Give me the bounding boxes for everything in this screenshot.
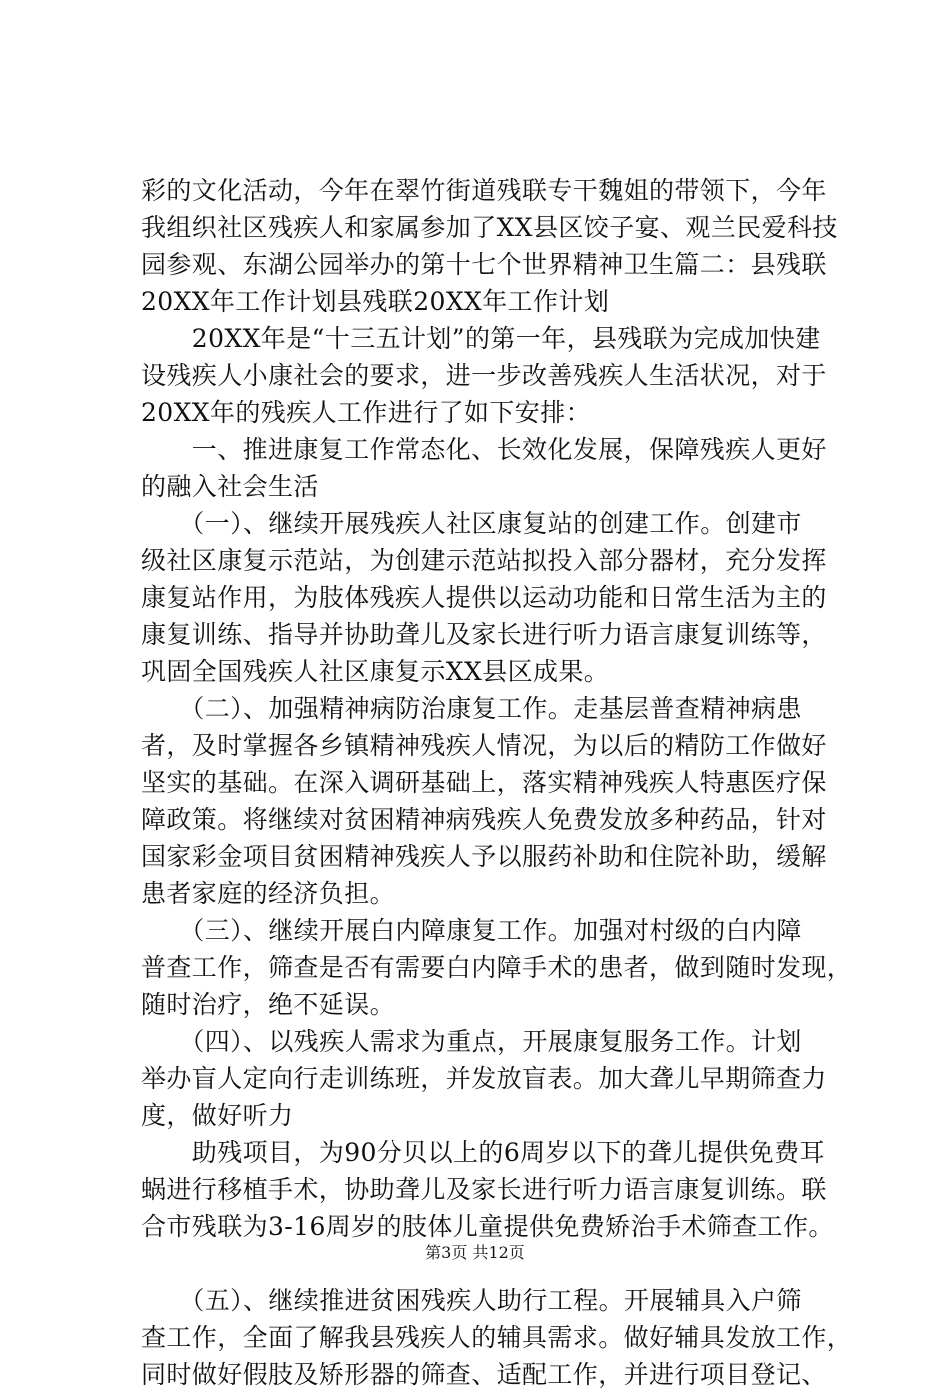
text-line: 一、推进康复工作常态化、长效化发展，保障残疾人更好 — [141, 435, 827, 464]
text-line: 合市残联为3-16周岁的肢体儿童提供免费矫治手术筛查工作。 — [141, 1212, 834, 1241]
text-line: 级社区康复示范站，为创建示范站拟投入部分器材，充分发挥 — [141, 546, 827, 575]
text-line: 康复站作用，为肢体残疾人提供以运动功能和日常生活为主的 — [141, 583, 827, 612]
text-line: （四）、以残疾人需求为重点，开展康复服务工作。计划 — [141, 1027, 802, 1056]
text-line: 20XX年的残疾人工作进行了如下安排： — [141, 398, 592, 427]
text-line: 者，及时掌握各乡镇精神残疾人情况，为以后的精防工作做好 — [141, 731, 827, 760]
text-line: （三）、继续开展白内障康复工作。加强对村级的白内障 — [141, 916, 802, 945]
text-line: 助残项目，为90分贝以上的6周岁以下的聋儿提供免费耳 — [141, 1138, 825, 1167]
text-line: 蜗进行移植手术，协助聋儿及家长进行听力语言康复训练。联 — [141, 1175, 827, 1204]
text-line: 康复训练、指导并协助聋儿及家长进行听力语言康复训练等， — [141, 620, 827, 649]
text-line: 我组织社区残疾人和家属参加了XX县区饺子宴、观兰民爱科技 — [141, 213, 838, 242]
text-line: 坚实的基础。在深入调研基础上，落实精神残疾人特惠医疗保 — [141, 768, 827, 797]
text-line: 普查工作，筛查是否有需要白内障手术的患者，做到随时发现， — [141, 953, 853, 982]
text-line: 20XX年工作计划县残联20XX年工作计划 — [141, 287, 610, 316]
text-line: 举办盲人定向行走训练班，并发放盲表。加大聋儿早期筛查力 — [141, 1064, 827, 1093]
text-line: 同时做好假肢及矫形器的筛查、适配工作，并进行项目登记、 — [141, 1360, 827, 1389]
text-line: 设残疾人小康社会的要求，进一步改善残疾人生活状况，对于 — [141, 361, 827, 390]
text-line: （五）、继续推进贫困残疾人助行工程。开展辅具入户筛 — [141, 1286, 802, 1315]
text-line: 度，做好听力 — [141, 1101, 294, 1130]
text-line: （二）、加强精神病防治康复工作。走基层普查精神病患 — [141, 694, 802, 723]
text-line: 20XX年是“十三五计划”的第一年，县残联为完成加快建 — [141, 324, 821, 353]
text-line: 彩的文化活动，今年在翠竹街道残联专干魏姐的带领下，今年 — [141, 176, 827, 205]
text-line: 查工作，全面了解我县残疾人的辅具需求。做好辅具发放工作， — [141, 1323, 853, 1352]
text-line: 随时治疗，绝不延误。 — [141, 990, 396, 1019]
page-number-footer: 第3页 共12页 — [425, 1243, 525, 1262]
text-line: 的融入社会生活 — [141, 472, 319, 501]
text-line: （一）、继续开展残疾人社区康复站的创建工作。创建市 — [141, 509, 802, 538]
text-line: 国家彩金项目贫困精神残疾人予以服药补助和住院补助，缓解 — [141, 842, 827, 871]
text-line: 园参观、东湖公园举办的第十七个世界精神卫生篇二：县残联 — [141, 250, 827, 279]
document-body — [141, 172, 853, 1393]
text-line: 障政策。将继续对贫困精神病残疾人免费发放多种药品，针对 — [141, 805, 827, 834]
text-line: 患者家庭的经济负担。 — [141, 879, 396, 908]
text-line: 巩固全国残疾人社区康复示XX县区成果。 — [141, 657, 610, 686]
